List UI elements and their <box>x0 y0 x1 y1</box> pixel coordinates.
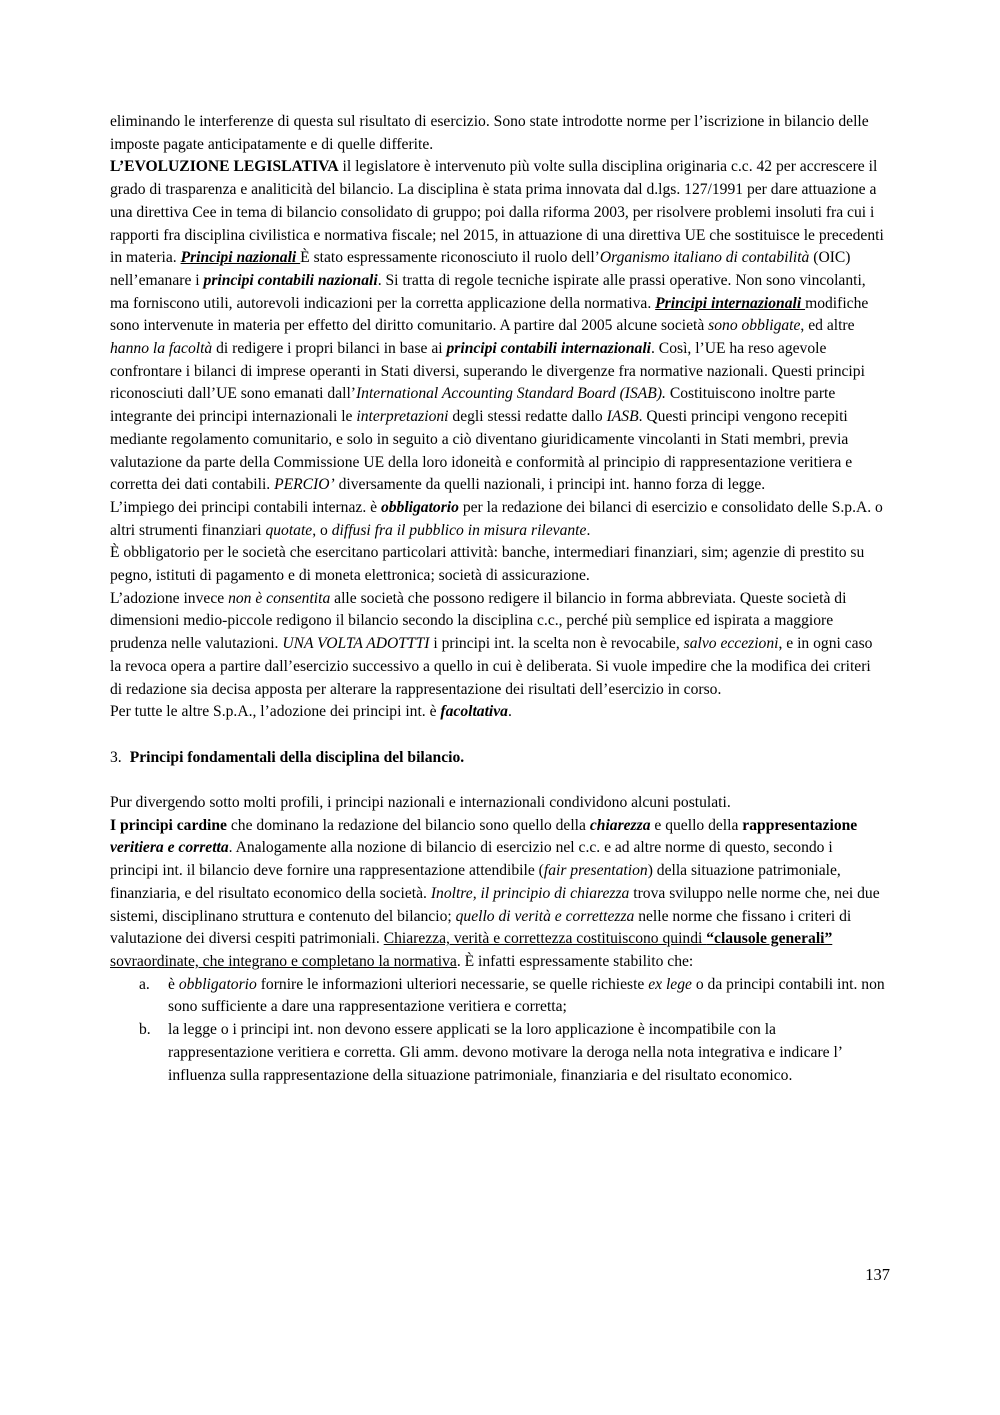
text-span: fornire le informazioni ulteriori necessarie, se quelle richieste <box>256 975 649 993</box>
section-title: Principi fondamentali della disciplina del bilancio. <box>129 748 465 766</box>
text-span: . Si tratta di regole tecniche ispirate alle prassi operative. Non sono vincolanti, ma forniscono utili, autorevoli indicazioni per la corretta applicazione della normativa. <box>110 271 866 312</box>
text-span: di redigere i propri bilanci in base ai <box>212 340 447 358</box>
text-span-bold: rappresentazione <box>742 816 858 834</box>
text-span-italic: PERCIO’ <box>274 476 335 494</box>
text-span-bold-italic: principi contabili nazionali <box>203 271 378 289</box>
text-span: . Questi principi vengono recepiti mediante regolamento comunitario, e solo in seguito a ciò diventano giuridicamente vincolanti in Stati membri, previa valutazione da parte della Commissione UE della loro idoneità e conformità al principio di rappresentazione veritiera e corretta dei dati contabili. <box>110 408 853 494</box>
text-span: Per tutte le altre S.p.A., l’adozione dei principi int. è <box>110 703 441 721</box>
text-span-italic: hanno la facoltà <box>110 340 213 358</box>
page-body <box>110 111 885 1087</box>
text-span-italic: sono obbligate <box>708 317 801 335</box>
text-span: eliminando le interferenze di questa sul risultato di esercizio. Sono state introdotte norme per l’iscrizione in bilancio delle imposte pagate anticipatamente e di quelle differite. <box>110 113 869 153</box>
text-span-italic: interpretazioni <box>356 408 449 426</box>
text-span: i principi int. la scelta non è revocabile, <box>429 635 684 653</box>
text-span: . Così, l’UE ha reso agevole confrontare i bilanci di imprese operanti in Stati diversi, superando le divergenze fra normative nazionali. Questi principi riconosciuti dall’UE sono emanati dall’ <box>110 340 865 403</box>
text-span: diversamente da quelli nazionali, i principi int. hanno forza di legge. <box>334 476 766 494</box>
text-span-italic: International Accounting Standard Board (ISAB). <box>355 385 666 403</box>
list-item-label: b. <box>139 1021 151 1039</box>
text-span: L’adozione invece <box>110 589 229 607</box>
text-span-italic: obbligatorio <box>178 975 257 993</box>
text-span: . È infatti espressamente stabilito che: <box>456 952 694 970</box>
text-span: sovraordinate, che integrano e completano la normativa <box>110 952 457 970</box>
text-span-bold: I principi cardine <box>110 816 227 834</box>
paragraph-evoluzione-legislativa <box>110 156 885 497</box>
text-span: L’impiego dei principi contabili internaz. è <box>110 498 381 516</box>
text-span-italic: quello di verità e correttezza <box>455 907 635 925</box>
paragraph-obbligatorio-attivita <box>110 542 885 587</box>
text-span-italic: ex lege <box>648 975 692 993</box>
text-span: il legislatore è intervenuto più volte sulla disciplina originaria c.c. 42 per accrescere il grado di trasparenza e analiticità del bilancio. La disciplina è stata prima innovata dal d.lgs. 127/1991 per dare attuazione a una direttiva Cee in tema di bilancio consolidato di gruppo; poi dalla riforma 2003, per risolvere problemi insoluti fra cui i rapporti fra disciplina civilistica e normativa fiscale; nel 2015, in attuazione di una direttiva UE che sostituisce le precedenti in materia. <box>110 158 884 267</box>
text-span: nelle norme che fissano i criteri di valutazione dei diversi cespiti patrimoniali. <box>110 907 852 948</box>
list-item <box>139 974 885 1019</box>
text-span-bold: “clausole generali” <box>706 930 833 948</box>
text-span: e quello della <box>650 816 743 834</box>
text-span-italic: salvo eccezioni <box>683 635 779 653</box>
text-span: la legge o i principi int. non devono essere applicati se la loro applicazione è incompatibile con la rappresentazione veritiera e corretta. Gli amm. devono motivare la deroga nella nota integrativa e indicare l’ influenza sulla rappresentazione della situazione patrimoniale, finanziaria e del risultato economico. <box>168 1021 842 1084</box>
blank-line <box>110 769 885 792</box>
text-span: È stato espressamente riconosciuto il ruolo dell’ <box>300 249 600 267</box>
paragraph-imposte <box>110 111 885 156</box>
list-item-label: a. <box>139 975 150 993</box>
text-span: alle società che possono redigere il bilancio in forma abbreviata. Queste società di dimensioni medio-piccole redigono il bilancio secondo la disciplina c.c., perché più semplice ed ispirata a maggiore prudenza nelle valutazioni. <box>110 589 847 653</box>
text-span: per la redazione dei bilanci di esercizio e consolidato delle S.p.A. o altri strumenti finanziari <box>110 498 883 539</box>
text-span-bold-italic: obbligatorio <box>380 498 459 516</box>
text-span-bold-italic: chiarezza <box>589 816 651 834</box>
text-span-italic: quotate <box>265 521 313 539</box>
text-span: o da principi contabili int. non sono sufficiente a dare una rappresentazione veritiera e corretta; <box>168 975 885 1016</box>
text-span-italic: diffusi fra il pubblico in misura rilevante <box>331 521 587 539</box>
section-label-evoluzione: L’EVOLUZIONE LEGISLATIVA <box>110 158 339 176</box>
paragraph-adozione-non-consentita <box>110 588 885 702</box>
text-span: degli stessi redatte dallo <box>448 408 607 426</box>
text-span: , ed altre <box>800 317 855 335</box>
text-span: (OIC) nell’emanare i <box>110 249 851 289</box>
text-span-italic: UNA VOLTA ADOTTTI <box>282 635 430 653</box>
text-span-italic: fair presentation <box>543 862 648 880</box>
text-span-italic: IASB <box>606 408 639 426</box>
text-span-italic: Inoltre, il principio di chiarezza <box>430 884 630 902</box>
text-span: È obbligatorio per le società che esercitano particolari attività: banche, intermediari finanziari, sim; agenzie di prestito su pegno, istituti di pagamento e di moneta elettronica; società di assicurazione. <box>110 544 865 585</box>
text-span: , o <box>312 521 332 539</box>
text-span: modifiche sono intervenute in materia per effetto del diritto comunitario. A partire dal 2005 alcune società <box>110 294 869 335</box>
blank-line <box>110 724 885 747</box>
text-span-italic: non è consentita <box>228 589 331 607</box>
text-span: ) della situazione patrimoniale, finanziaria, e del risultato economico della società. <box>110 862 841 902</box>
paragraph-facoltativa <box>110 701 885 724</box>
text-span: . Analogamente alla nozione di bilancio di esercizio nel c.c. e ad altre norme di questo, secondo i principi int. il bilancio deve fornire una rappresentazione attendibile ( <box>110 839 833 880</box>
text-span: Pur divergendo sotto molti profili, i principi nazionali e internazionali condividono alcuni postulati. <box>110 794 731 812</box>
text-span-bold-italic: principi contabili internazionali <box>446 340 651 358</box>
text-span: è <box>168 975 179 993</box>
text-span-bold-italic: veritiera e corretta <box>110 839 229 857</box>
text-span: trova sviluppo nelle norme che, nei due sistemi, disciplinano struttura e contenuto del bilancio; <box>110 884 880 925</box>
text-span: Chiarezza, verità e correttezza costituiscono quindi <box>383 930 707 948</box>
text-span: . <box>507 703 512 721</box>
text-span: , e in ogni caso la revoca opera a partire dall’esercizio successivo a quello in cui è deliberata. Si vuole impedire che la modifica dei criteri di redazione sia decisa apposta per alterare la rappresentazione dei risultati dell’esercizio in corso. <box>110 635 873 698</box>
page-number: 137 <box>865 1265 890 1284</box>
text-span: . <box>586 521 591 539</box>
paragraph-impiego-principi <box>110 497 885 542</box>
section-number: 3. <box>110 748 122 766</box>
paragraph-principi-cardine <box>110 815 885 974</box>
text-span: che dominano la redazione del bilancio sono quello della <box>226 816 590 834</box>
text-span-bold-italic: facoltativa <box>440 703 508 721</box>
text-span-italic: Organismo italiano di contabilità <box>599 249 810 267</box>
list-item <box>139 1019 885 1087</box>
subheading-principi-nazionali: Principi nazionali <box>180 249 301 267</box>
text-span: Costituiscono inoltre parte integrante dei principi internazionali le <box>110 385 836 426</box>
subheading-principi-internazionali: Principi internazionali <box>655 294 806 312</box>
section-heading <box>110 747 885 770</box>
paragraph-postulati <box>110 792 885 815</box>
lettered-list <box>110 974 885 1088</box>
